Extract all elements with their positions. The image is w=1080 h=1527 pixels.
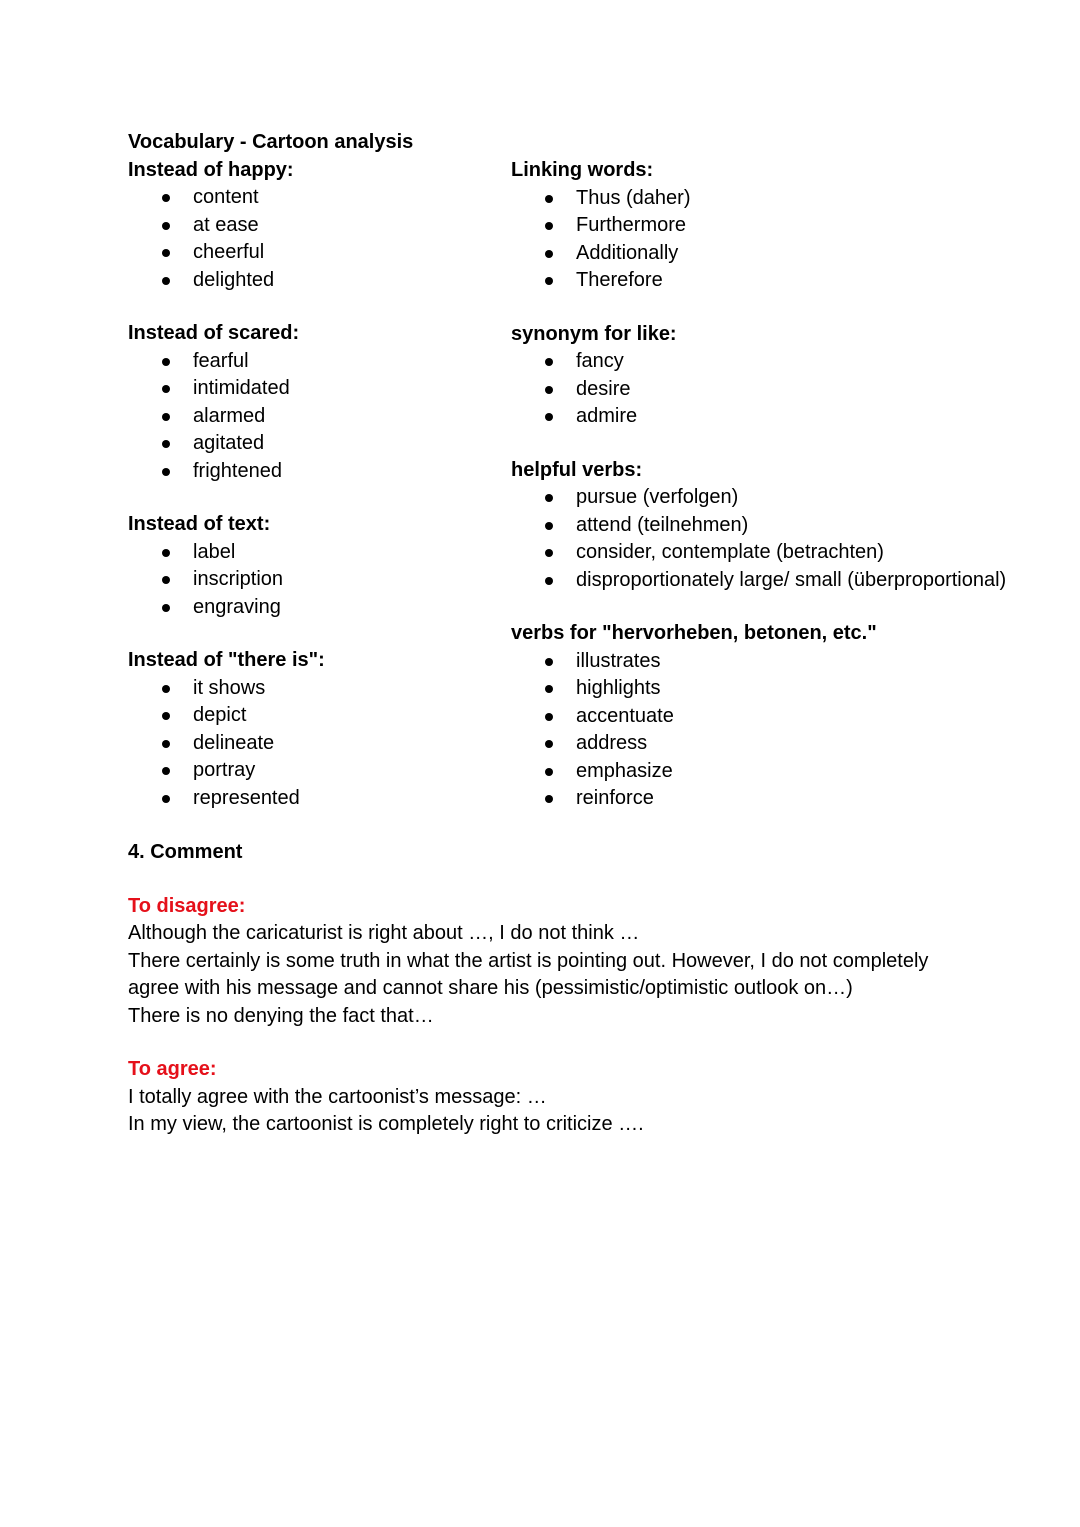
- list-item: [511, 376, 1051, 404]
- bullet-icon: [545, 549, 553, 557]
- list-item: [128, 430, 488, 458]
- left-section: [128, 320, 488, 485]
- bullet-icon: [162, 685, 170, 693]
- bullet-icon: [545, 358, 553, 366]
- list-item: [128, 730, 488, 758]
- left-section: [128, 511, 488, 621]
- list-item-text: at ease: [193, 213, 259, 236]
- document-title: Vocabulary - Cartoon analysis: [128, 131, 414, 153]
- bullet-icon: [545, 577, 553, 585]
- bullet-icon: [162, 712, 170, 720]
- list-item: [128, 702, 488, 730]
- list-item: [511, 758, 1051, 786]
- bullet-icon: [545, 658, 553, 666]
- list-item: [511, 403, 1051, 431]
- list-item: [511, 539, 1051, 567]
- bullet-icon: [162, 385, 170, 393]
- list-item-text: consider, contemplate (betrachten): [576, 541, 884, 563]
- list-item-text: inscription: [193, 568, 284, 590]
- comment-section: [128, 839, 1028, 1139]
- list-item: [511, 185, 1051, 213]
- list-item: [511, 512, 1051, 540]
- bullet-icon: [545, 685, 553, 693]
- comment-heading: 4. Comment: [128, 841, 243, 863]
- list-item-text: attend (teilnehmen): [576, 513, 749, 536]
- list-item-text: portray: [193, 759, 256, 781]
- right-section: [511, 321, 1051, 431]
- list-item-text: Additionally: [576, 241, 679, 264]
- list-item: [511, 648, 1051, 676]
- bullet-icon: [162, 413, 170, 421]
- agree-line: I totally agree with the cartoonist’s message: …: [128, 1085, 547, 1108]
- list-item-text: Therefore: [576, 269, 663, 291]
- bullet-icon: [545, 222, 553, 230]
- section-heading: synonym for like:: [511, 322, 677, 345]
- bullet-icon: [545, 277, 553, 285]
- bullet-list: [511, 648, 1051, 813]
- list-item-text: cheerful: [193, 241, 265, 263]
- bullet-list: [511, 185, 1051, 295]
- list-item: [511, 212, 1051, 240]
- list-item: [128, 566, 488, 594]
- list-item: [128, 348, 488, 376]
- bullet-icon: [162, 440, 170, 448]
- list-item-text: pursue (verfolgen): [576, 486, 739, 508]
- list-item-text: agitated: [193, 432, 265, 454]
- list-item: [128, 675, 488, 703]
- bullet-icon: [162, 249, 170, 257]
- list-item: [511, 240, 1051, 268]
- list-item: [128, 785, 488, 813]
- list-item: [511, 703, 1051, 731]
- bullet-icon: [545, 413, 553, 421]
- bullet-list: [511, 484, 1051, 594]
- list-item-text: desire: [576, 377, 631, 400]
- list-item-text: intimidated: [193, 377, 290, 399]
- section-heading: helpful verbs:: [511, 458, 643, 481]
- agree-heading: To agree:: [128, 1058, 217, 1080]
- list-item: [128, 212, 488, 240]
- list-item-text: depict: [193, 704, 247, 726]
- list-item: [128, 458, 488, 486]
- bullet-list: [128, 348, 488, 486]
- bullet-icon: [162, 549, 170, 557]
- list-item-text: fancy: [576, 350, 624, 372]
- list-item: [511, 730, 1051, 758]
- bullet-icon: [545, 795, 553, 803]
- list-item: [511, 348, 1051, 376]
- right-section: [511, 457, 1051, 595]
- bullet-icon: [162, 740, 170, 748]
- bullet-icon: [162, 767, 170, 775]
- list-item-text: fearful: [193, 349, 249, 372]
- list-item-text: accentuate: [576, 704, 674, 727]
- list-item: [511, 484, 1051, 512]
- bullet-icon: [545, 740, 553, 748]
- list-item: [128, 375, 488, 403]
- bullet-list: [128, 184, 488, 294]
- list-item: [128, 267, 488, 295]
- left-section: [128, 157, 488, 295]
- list-item: [128, 184, 488, 212]
- bullet-icon: [162, 795, 170, 803]
- list-item-text: delineate: [193, 731, 275, 754]
- list-item: [511, 675, 1051, 703]
- list-item: [128, 239, 488, 267]
- list-item-text: illustrates: [576, 649, 661, 672]
- bullet-icon: [545, 250, 553, 258]
- list-item-text: emphasize: [576, 759, 673, 782]
- list-item-text: frightened: [193, 459, 282, 482]
- bullet-icon: [545, 386, 553, 394]
- list-item-text: it shows: [193, 676, 266, 699]
- list-item-text: address: [576, 732, 648, 754]
- right-sections: [511, 157, 1051, 813]
- list-item-text: represented: [193, 786, 300, 809]
- disagree-line: There certainly is some truth in what the artist is pointing out. However, I do not completely: [128, 949, 929, 972]
- list-item-text: label: [193, 540, 236, 563]
- bullet-list: [128, 539, 488, 622]
- list-item: [511, 567, 1051, 595]
- left-column: [128, 129, 488, 838]
- section-heading: Instead of scared:: [128, 322, 300, 344]
- disagree-line: There is no denying the fact that…: [128, 1004, 434, 1027]
- left-sections: [128, 157, 488, 813]
- list-item-text: highlights: [576, 677, 661, 699]
- bullet-icon: [162, 468, 170, 476]
- disagree-heading: To disagree:: [128, 894, 246, 917]
- bullet-icon: [162, 604, 170, 612]
- section-heading: Instead of text:: [128, 513, 271, 535]
- list-item: [128, 594, 488, 622]
- bullet-icon: [545, 713, 553, 721]
- list-item-text: alarmed: [193, 404, 266, 427]
- section-heading: Instead of "there is":: [128, 649, 325, 671]
- bullet-icon: [545, 522, 553, 530]
- disagree-line: Although the caricaturist is right about …, I do not think …: [128, 922, 640, 944]
- list-item-text: Thus (daher): [576, 186, 691, 209]
- right-section: [511, 157, 1051, 295]
- list-item: [511, 785, 1051, 813]
- section-heading: Linking words:: [511, 159, 654, 181]
- list-item: [511, 267, 1051, 295]
- bullet-list: [511, 348, 1051, 431]
- list-item-text: engraving: [193, 595, 281, 618]
- list-item: [128, 539, 488, 567]
- list-item-text: disproportionately large/ small (überproportional): [576, 568, 1007, 591]
- bullet-icon: [545, 768, 553, 776]
- list-item: [128, 757, 488, 785]
- list-item-text: delighted: [193, 268, 275, 291]
- list-item: [128, 403, 488, 431]
- bullet-icon: [162, 277, 170, 285]
- right-section: [511, 620, 1051, 813]
- list-item-text: Furthermore: [576, 214, 687, 236]
- list-item-text: reinforce: [576, 787, 654, 809]
- left-section: [128, 647, 488, 812]
- right-column: [511, 157, 1051, 839]
- list-item-text: content: [193, 186, 259, 208]
- bullet-list: [128, 675, 488, 813]
- disagree-line: agree with his message and cannot share his (pessimistic/optimistic outlook on…): [128, 977, 853, 999]
- section-heading: verbs for "hervorheben, betonen, etc.": [511, 622, 877, 644]
- bullet-icon: [162, 358, 170, 366]
- agree-line: In my view, the cartoonist is completely right to criticize ….: [128, 1113, 644, 1135]
- bullet-icon: [162, 194, 170, 202]
- bullet-icon: [545, 195, 553, 203]
- bullet-icon: [162, 222, 170, 230]
- bullet-icon: [545, 494, 553, 502]
- section-heading: Instead of happy:: [128, 158, 294, 181]
- list-item-text: admire: [576, 405, 638, 427]
- bullet-icon: [162, 576, 170, 584]
